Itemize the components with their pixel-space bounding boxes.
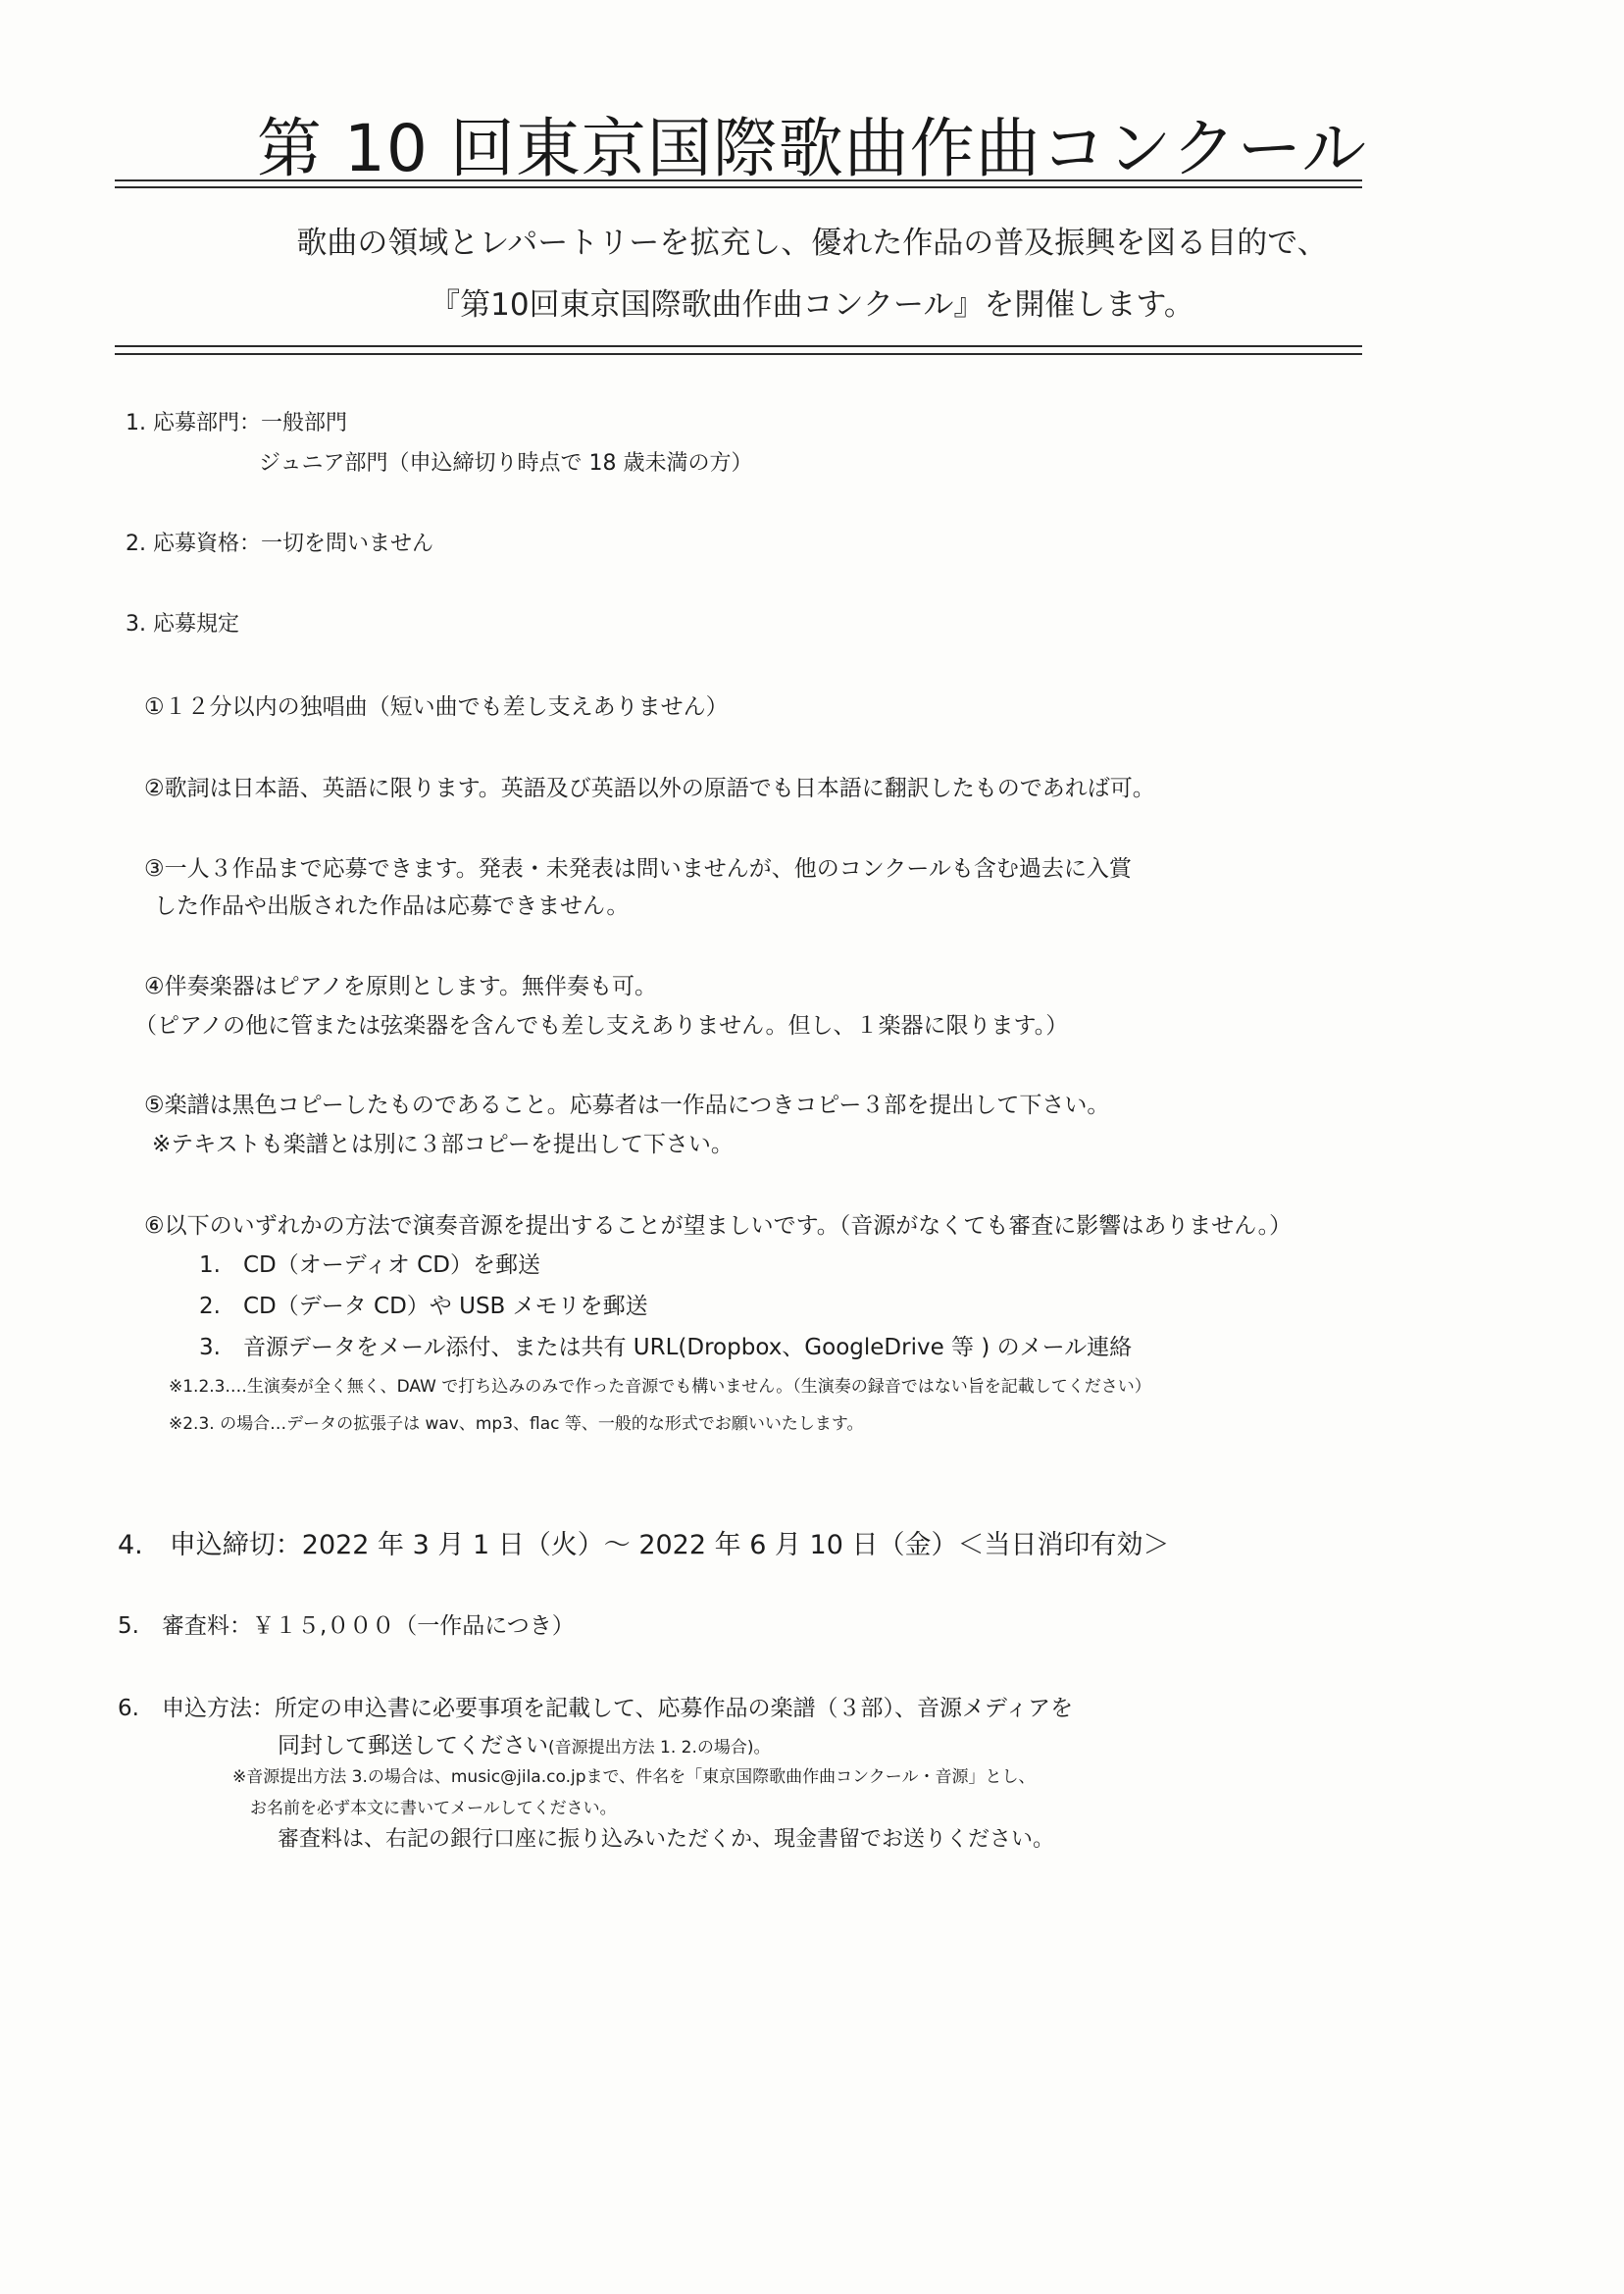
rule-4-line-1: ④伴奏楽器はピアノを原則とします。無伴奏も可。 (144, 974, 657, 999)
section-6-payment: 審査料は、右記の銀行口座に振り込みいただくか、現金書留でお送りください。 (278, 1827, 1055, 1852)
section-6-method-line-2-main: 同封して郵送してください (278, 1733, 548, 1759)
section-6-method-line-2 (278, 1727, 771, 1759)
rule-2: ②歌詞は日本語、英語に限ります。英語及び英語以外の原語でも日本語に翻訳したものであれば可。 (144, 776, 1155, 801)
title-divider-top (115, 179, 1362, 181)
section-1-junior: ジュニア部門（申込締切り時点で 18 歳未満の方） (259, 451, 753, 476)
intro-line-1: 歌曲の領域とレパートリーを拡充し、優れた作品の普及振興を図る目的で、 (296, 226, 1328, 261)
intro-line-2: 『第10回東京国際歌曲作曲コンクール』を開催します。 (430, 287, 1194, 323)
rule-5-line-2: ※テキストも楽譜とは別に３部コピーを提出して下さい。 (152, 1132, 734, 1157)
section-1-category: 1. 応募部門：一般部門 (126, 411, 347, 435)
section-2-eligibility: 2. 応募資格：一切を問いません (126, 532, 433, 556)
section-6-method-line-2-note: (音源提出方法 1. 2.の場合)。 (548, 1738, 771, 1758)
section-4-deadline: 4. 申込締切：2022 年 3 月 1 日（火）～ 2022 年 6 月 10 日（金）＜当日消印有効＞ (118, 1530, 1170, 1560)
section-6-email-note-2: お名前を必ず本文に書いてメールしてください。 (250, 1799, 617, 1818)
rule-5-line-1: ⑤楽譜は黒色コピーしたものであること。応募者は一作品につきコピー３部を提出して下さい。 (144, 1093, 1110, 1118)
rule-4-line-2: （ピアノの他に管または弦楽器を含んでも差し支えありません。但し、１楽器に限ります。） (134, 1013, 1069, 1039)
title-divider-bottom (115, 186, 1362, 188)
rule-6: ⑥以下のいずれかの方法で演奏音源を提出することが望ましいです。（音源がなくても審査に影響はありません。） (144, 1213, 1293, 1239)
intro-divider-top (115, 345, 1362, 347)
page-title: 第 10 回東京国際歌曲作曲コンクール (256, 111, 1368, 186)
rule-6-method-2: 2. CD（データ CD）や USB メモリを郵送 (199, 1294, 648, 1319)
rule-6-method-3: 3. 音源データをメール添付、または共有 URL(Dropbox、GoogleDrive 等 ) のメール連絡 (199, 1335, 1133, 1360)
section-3-heading: 3. 応募規定 (126, 612, 239, 637)
section-6-method-line-1: 6. 申込方法：所定の申込書に必要事項を記載して、応募作品の楽譜（３部）、音源メディアを (118, 1696, 1074, 1721)
rule-6-method-1: 1. CD（オーディオ CD）を郵送 (199, 1252, 540, 1278)
intro-divider-bottom (115, 353, 1362, 355)
rule-1: ①１２分以内の独唱曲（短い曲でも差し支えありません） (144, 694, 729, 720)
rule-6-note-1: ※1.2.3.…生演奏が全く無く、DAW で打ち込みのみで作った音源でも構いません。（生演奏の録音ではない旨を記載してください） (169, 1377, 1151, 1397)
rule-3-line-1: ③一人３作品まで応募できます。発表・未発表は問いませんが、他のコンクールも含む過去に入賞 (144, 856, 1132, 882)
section-6-email-note-1: ※音源提出方法 3.の場合は、music@jila.co.jpまで、件名を「東京国際歌曲作曲コンクール・音源」とし、 (232, 1767, 1036, 1787)
rule-6-note-2: ※2.3. の場合…データの拡張子は wav、mp3、flac 等、一般的な形式でお願いいたします。 (169, 1414, 864, 1434)
rule-3-line-2: した作品や出版された作品は応募できません。 (154, 893, 630, 919)
section-5-fee: 5. 審査料：￥１５,０００（一作品につき） (118, 1613, 575, 1639)
